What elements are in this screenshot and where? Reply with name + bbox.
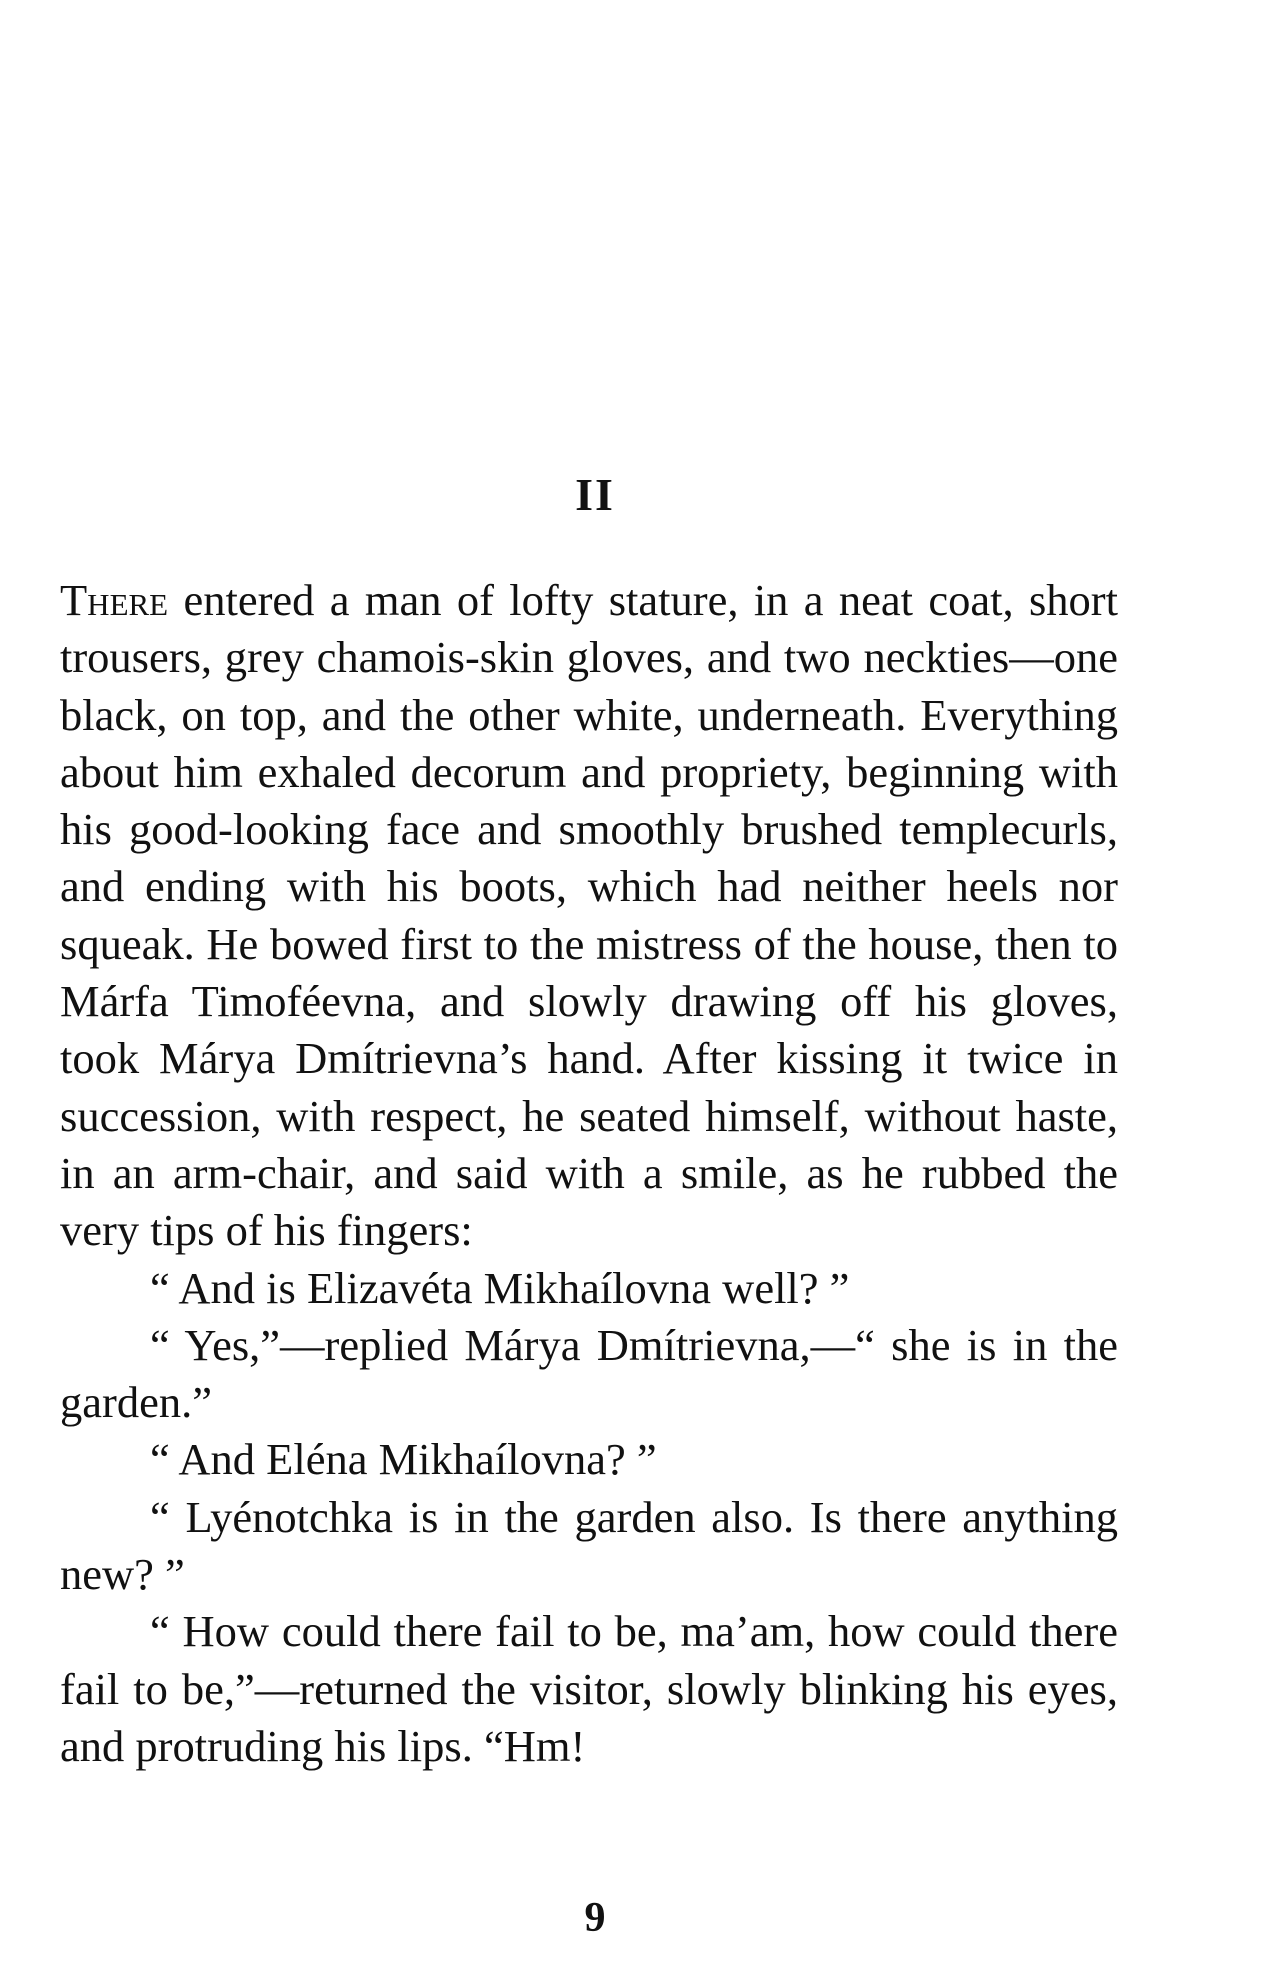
paragraph-opening <box>60 572 1118 1260</box>
paragraph-dialogue: “ How could there fail to be, ma’am, how could there fail to be,”—returned the visitor, slowly blinking his eyes, and protruding his lips. “Hm! <box>60 1606 1118 1771</box>
paragraph-dialogue: “ Yes,”—replied Márya Dmítrievna,—“ she is in the garden.” <box>60 1319 1118 1428</box>
body-text <box>60 572 1118 1775</box>
opening-word: There <box>60 575 169 625</box>
paragraph-dialogue: “ And Eléna Mikhaílovna? ” <box>150 1434 657 1485</box>
paragraph-text: entered a man of lofty stature, in a neat coat, short trousers, grey chamois-skin gloves, and two neckties—one black, on top, and the other white, underneath. Everything about him exhaled decorum and propriety, beginning with his good-looking face and smoothly brushed templecurls, and ending with his boots, which had neither heels nor squeak. He bowed first to the mistress of the house, then to Márfa Timoféevna, and slowly drawing off his gloves, took Márya Dmítrievna’s hand. After kissing it twice in succession, with respect, he seated himself, without haste, in an arm-chair, and said with a smile, as he rubbed the very tips of his fingers: <box>60 575 1118 1256</box>
page-number: 9 <box>584 1895 606 1941</box>
paragraph-dialogue: “ And is Elizavéta Mikhaílovna well? ” <box>150 1262 850 1313</box>
paragraph-dialogue: “ Lyénotchka is in the garden also. Is there anything new? ” <box>60 1491 1118 1600</box>
chapter-heading: II <box>575 469 615 520</box>
